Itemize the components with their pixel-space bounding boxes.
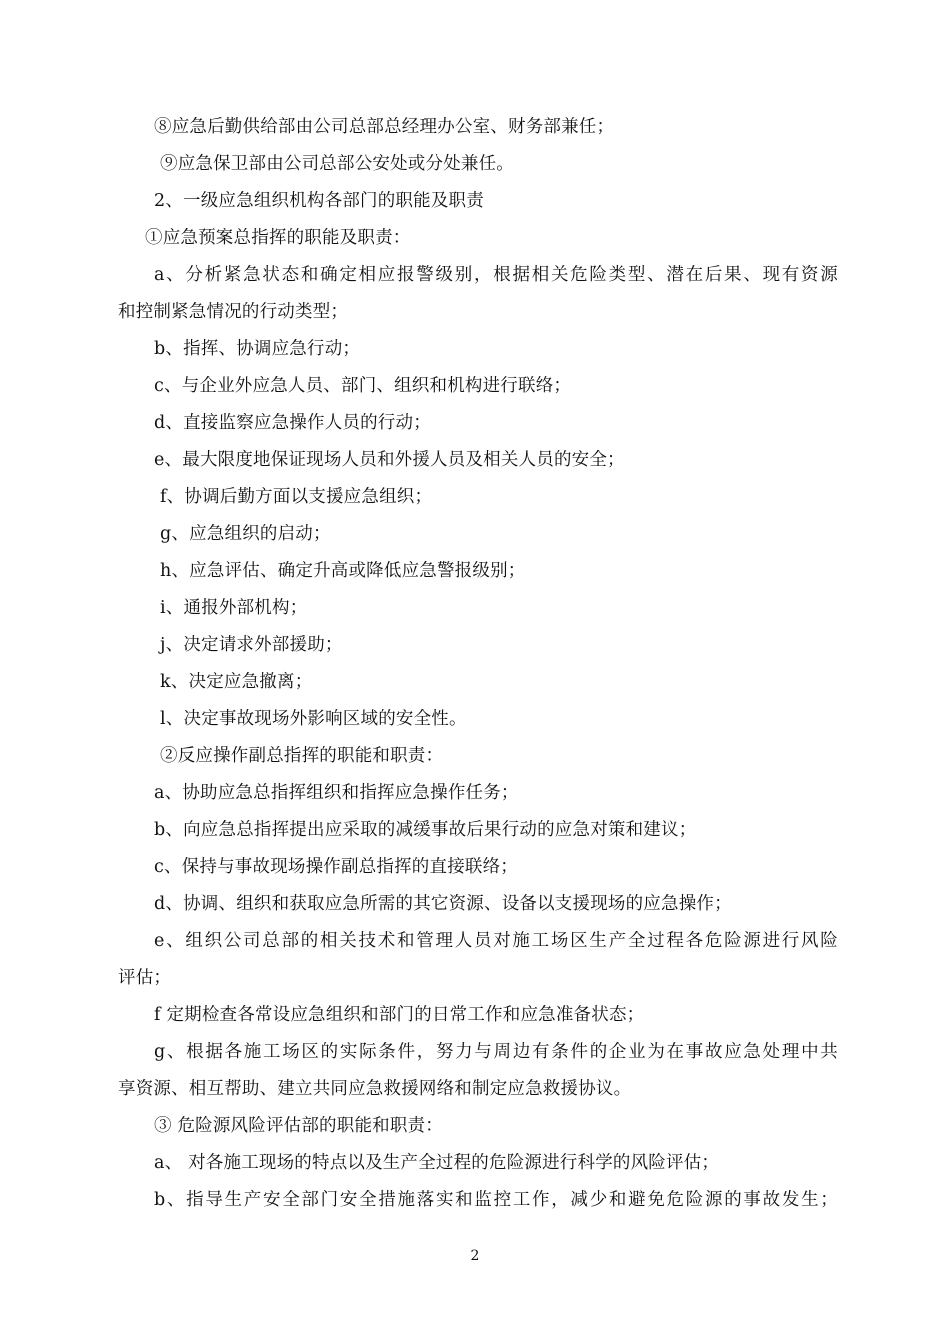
text-line: ⑧应急后勤供给部由公司总部总经理办公室、财务部兼任；: [154, 117, 615, 137]
text-line: c、保持与事故现场操作副总指挥的直接联络；: [154, 857, 518, 877]
text-line: d、协调、组织和获取应急所需的其它资源、设备以支援现场的应急操作；: [154, 894, 732, 914]
text-line: a、分析紧急状态和确定相应报警级别，根据相关危险类型、潜在后果、现有资源: [154, 265, 838, 285]
text-line: b、向应急总指挥提出应采取的减缓事故后果行动的应急对策和建议；: [154, 820, 697, 840]
text-line: e、最大限度地保证现场人员和外援人员及相关人员的安全；: [154, 450, 625, 470]
subsection-heading: ①应急预案总指挥的职能及职责：: [145, 228, 411, 248]
text-line: h、应急评估、确定升高或降低应急警报级别；: [160, 561, 526, 581]
text-line: g、应急组织的启动；: [160, 524, 331, 544]
text-line: a、协助应急总指挥组织和指挥应急操作任务；: [154, 783, 519, 803]
text-line: c、与企业外应急人员、部门、组织和机构进行联络；: [154, 376, 572, 396]
text-line: 享资源、相互帮助、建立共同应急救援网络和制定应急救援协议。: [118, 1079, 632, 1099]
text-line: b、指挥、协调应急行动；: [154, 339, 361, 359]
section-heading: 2、一级应急组织机构各部门的职能及职责: [154, 191, 484, 211]
text-line: g、根据各施工场区的实际条件，努力与周边有条件的企业为在事故应急处理中共: [154, 1042, 838, 1062]
text-line: 评估；: [118, 968, 172, 988]
subsection-heading: ③ 危险源风险评估部的职能和职责：: [154, 1116, 443, 1136]
text-line: f 定期检查各常设应急组织和部门的日常工作和应急准备状态；: [154, 1005, 645, 1025]
text-line: 和控制紧急情况的行动类型；: [118, 302, 349, 322]
text-line: l、决定事故现场外影响区域的安全性。: [160, 709, 467, 729]
text-line: b、指导生产安全部门安全措施落实和监控工作，减少和避免危险源的事故发生；: [154, 1190, 838, 1210]
text-line: e、组织公司总部的相关技术和管理人员对施工场区生产全过程各危险源进行风险: [154, 931, 838, 951]
page-number: 2: [470, 1248, 480, 1264]
subsection-heading: ②反应操作副总指挥的职能和职责：: [160, 746, 444, 766]
text-line: k、决定应急撤离；: [160, 672, 313, 692]
text-line: d、直接监察应急操作人员的行动；: [154, 413, 431, 433]
text-line: f、协调后勤方面以支援应急组织；: [160, 487, 433, 507]
text-line: ⑨应急保卫部由公司总部公安处或分处兼任。: [160, 154, 514, 174]
text-line: j、决定请求外部援助；: [160, 635, 343, 655]
text-line: a、 对各施工现场的特点以及生产全过程的危险源进行科学的风险评估；: [154, 1153, 720, 1173]
text-line: i、通报外部机构；: [160, 598, 308, 618]
document-body: [118, 109, 838, 1219]
